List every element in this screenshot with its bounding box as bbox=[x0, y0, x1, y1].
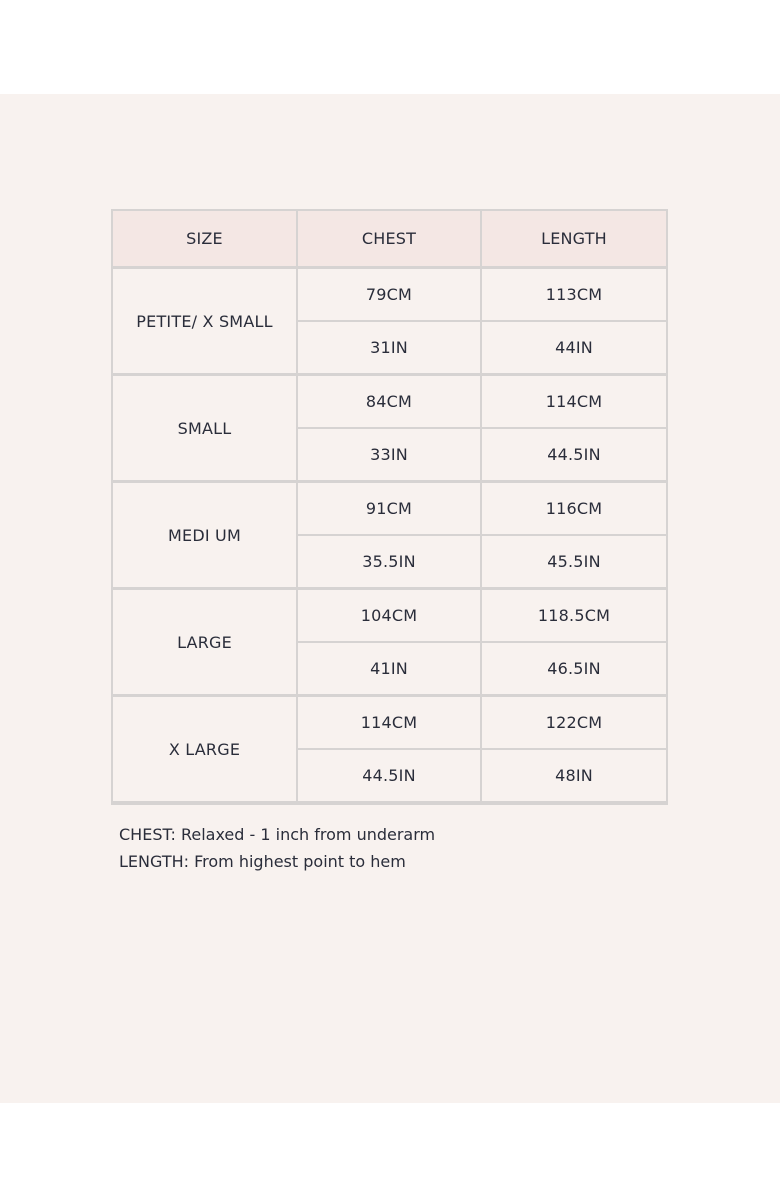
table-row bbox=[112, 268, 667, 322]
chest-cm-cell: 79CM bbox=[297, 268, 481, 322]
length-note: LENGTH: From highest point to hem bbox=[119, 852, 406, 871]
header-length: LENGTH bbox=[481, 210, 667, 268]
table-row bbox=[112, 482, 667, 536]
chest-cm-cell: 104CM bbox=[297, 589, 481, 643]
header-row bbox=[112, 210, 667, 268]
chest-in-cell: 44.5IN bbox=[297, 749, 481, 803]
length-in-cell: 48IN bbox=[481, 749, 667, 803]
size-cell: PETITE/ X SMALL bbox=[112, 268, 297, 375]
chest-in-cell: 31IN bbox=[297, 321, 481, 375]
table-row bbox=[112, 589, 667, 643]
chest-cm-cell: 114CM bbox=[297, 696, 481, 750]
header-chest: CHEST bbox=[297, 210, 481, 268]
length-cm-cell: 114CM bbox=[481, 375, 667, 429]
chest-in-cell: 33IN bbox=[297, 428, 481, 482]
length-cm-cell: 122CM bbox=[481, 696, 667, 750]
chest-note: CHEST: Relaxed - 1 inch from underarm bbox=[119, 825, 436, 844]
chest-in-cell: 35.5IN bbox=[297, 535, 481, 589]
length-cm-cell: 118.5CM bbox=[481, 589, 667, 643]
chest-cm-cell: 91CM bbox=[297, 482, 481, 536]
length-in-cell: 44.5IN bbox=[481, 428, 667, 482]
size-cell: SMALL bbox=[112, 375, 297, 482]
table-row bbox=[112, 696, 667, 750]
length-cm-cell: 113CM bbox=[481, 268, 667, 322]
size-chart-panel bbox=[0, 94, 780, 1103]
length-in-cell: 46.5IN bbox=[481, 642, 667, 696]
size-cell: LARGE bbox=[112, 589, 297, 696]
measurement-notes bbox=[119, 821, 435, 875]
length-cm-cell: 116CM bbox=[481, 482, 667, 536]
size-chart-table bbox=[111, 209, 668, 805]
size-cell: MEDI UM bbox=[112, 482, 297, 589]
length-in-cell: 45.5IN bbox=[481, 535, 667, 589]
chest-cm-cell: 84CM bbox=[297, 375, 481, 429]
table-row bbox=[112, 375, 667, 429]
length-in-cell: 44IN bbox=[481, 321, 667, 375]
size-cell: X LARGE bbox=[112, 696, 297, 804]
header-size: SIZE bbox=[112, 210, 297, 268]
chest-in-cell: 41IN bbox=[297, 642, 481, 696]
